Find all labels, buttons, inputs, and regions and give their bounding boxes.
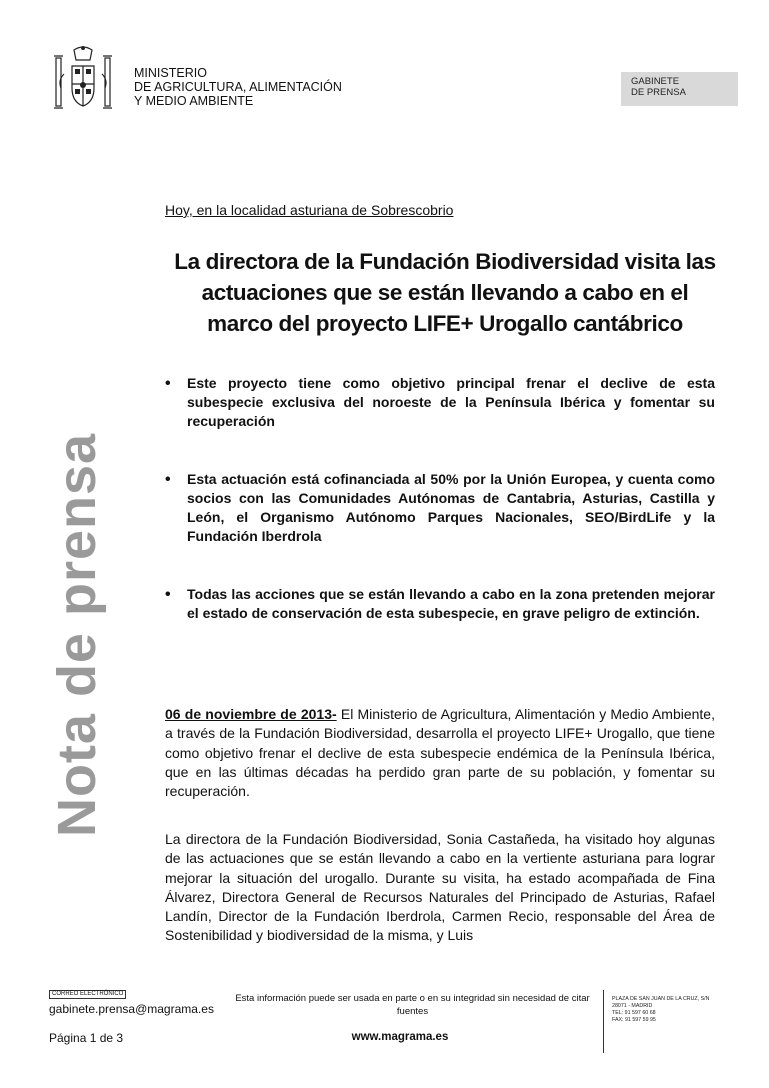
ministry-line: Y MEDIO AMBIENTE <box>134 94 254 108</box>
bullet-dot: • <box>165 375 171 392</box>
address-line: PLAZA DE SAN JUAN DE LA CRUZ, S/N <box>612 996 710 1002</box>
address-line: FAX: 91 597 59 95 <box>612 1017 656 1023</box>
ministry-line: MINISTERIO <box>134 66 207 80</box>
contact-email-link[interactable]: gabinete.prensa@magrama.es <box>49 1002 214 1016</box>
page-number: Página 1 de 3 <box>49 1031 124 1045</box>
usage-disclaimer: Esta información puede ser usada en parte o en su integridad sin necesidad de citar fuentes <box>235 993 590 1017</box>
press-release-side-label <box>47 432 107 838</box>
postal-address <box>612 996 709 1024</box>
body-paragraph: La directora de la Fundación Biodiversidad, Sonia Castañeda, ha visitado hoy algunas de las actuaciones que se están llevando a cabo en la vertiente asturiana para lograr mejorar la situación del urogallo. Durante su visita, ha estado acompañada de Fina Álvarez, Directora General de Recursos Naturales del Principado de Asturias, Rafael Landín, Director de la Fundación Iberdrola, Carmen Recio, responsable del Área de Sostenibilidad y biodiversidad de la misma, y Luis <box>165 831 715 944</box>
coat-of-arms-logo <box>50 44 116 118</box>
headline-line: actuaciones que se están llevando a cabo en el <box>201 280 689 305</box>
press-office-box <box>621 72 738 106</box>
footer-divider <box>603 990 604 1053</box>
bullet-text: Todas las acciones que se están llevando a cabo en la zona pretenden mejorar el estado de conservación de esta subespecie, en grave peligro de extinción. <box>187 586 715 621</box>
bullet-text: Este proyecto tiene como objetivo principal frenar el declive de esta subespecie exclusiva del noroeste de la Península Ibérica y fomentar su recuperación <box>187 375 715 429</box>
headline <box>160 246 730 339</box>
address-line: 28071 - MADRID <box>612 1003 653 1009</box>
bullet-dot: • <box>165 586 171 603</box>
bullet-text: Esta actuación está cofinanciada al 50% por la Unión Europea, y cuenta como socios con las Comunidades Autónomas de Cantabria, Asturias, Castilla y León, el Organismo Autónomo Parques Nacionales, SEO/BirdLife y la Fundación Iberdrola <box>187 471 715 544</box>
paragraph-text: El Ministerio de Agricultura, Alimentación y Medio Ambiente, a través de la Fundación Biodiversidad, desarrolla el proyecto LIFE+ Urogallo, que tiene como objetivo frenar el declive de esta subespecie endémica de la Península Ibérica, que en las últimas décadas ha perdido gran parte de su población, y fomentar su recuperación. <box>165 706 715 800</box>
summary-bullet <box>165 470 715 546</box>
ministry-line: DE AGRICULTURA, ALIMENTACIÓN <box>134 80 342 94</box>
press-office-line: DE PRENSA <box>631 87 686 98</box>
headline-line: marco del proyecto LIFE+ Urogallo cantábrico <box>207 311 683 336</box>
website-link[interactable]: www.magrama.es <box>351 1031 449 1043</box>
bullet-dot: • <box>165 471 171 488</box>
body-paragraph <box>165 705 715 801</box>
ministry-name <box>134 66 342 108</box>
side-label-text: Nota de prensa <box>47 432 107 838</box>
summary-bullet <box>165 374 715 431</box>
dateline: 06 de noviembre de 2013- <box>165 706 337 722</box>
press-office-line: GABINETE <box>631 76 680 87</box>
address-line: TEL: 91 597 60 68 <box>612 1010 656 1016</box>
email-label: CORREO ELECTRÓNICO <box>49 990 126 999</box>
kicker-subtitle: Hoy, en la localidad asturiana de Sobrescobrio <box>165 202 454 218</box>
summary-bullet <box>165 585 715 623</box>
headline-line: La directora de la Fundación Biodiversidad visita las <box>174 249 716 274</box>
